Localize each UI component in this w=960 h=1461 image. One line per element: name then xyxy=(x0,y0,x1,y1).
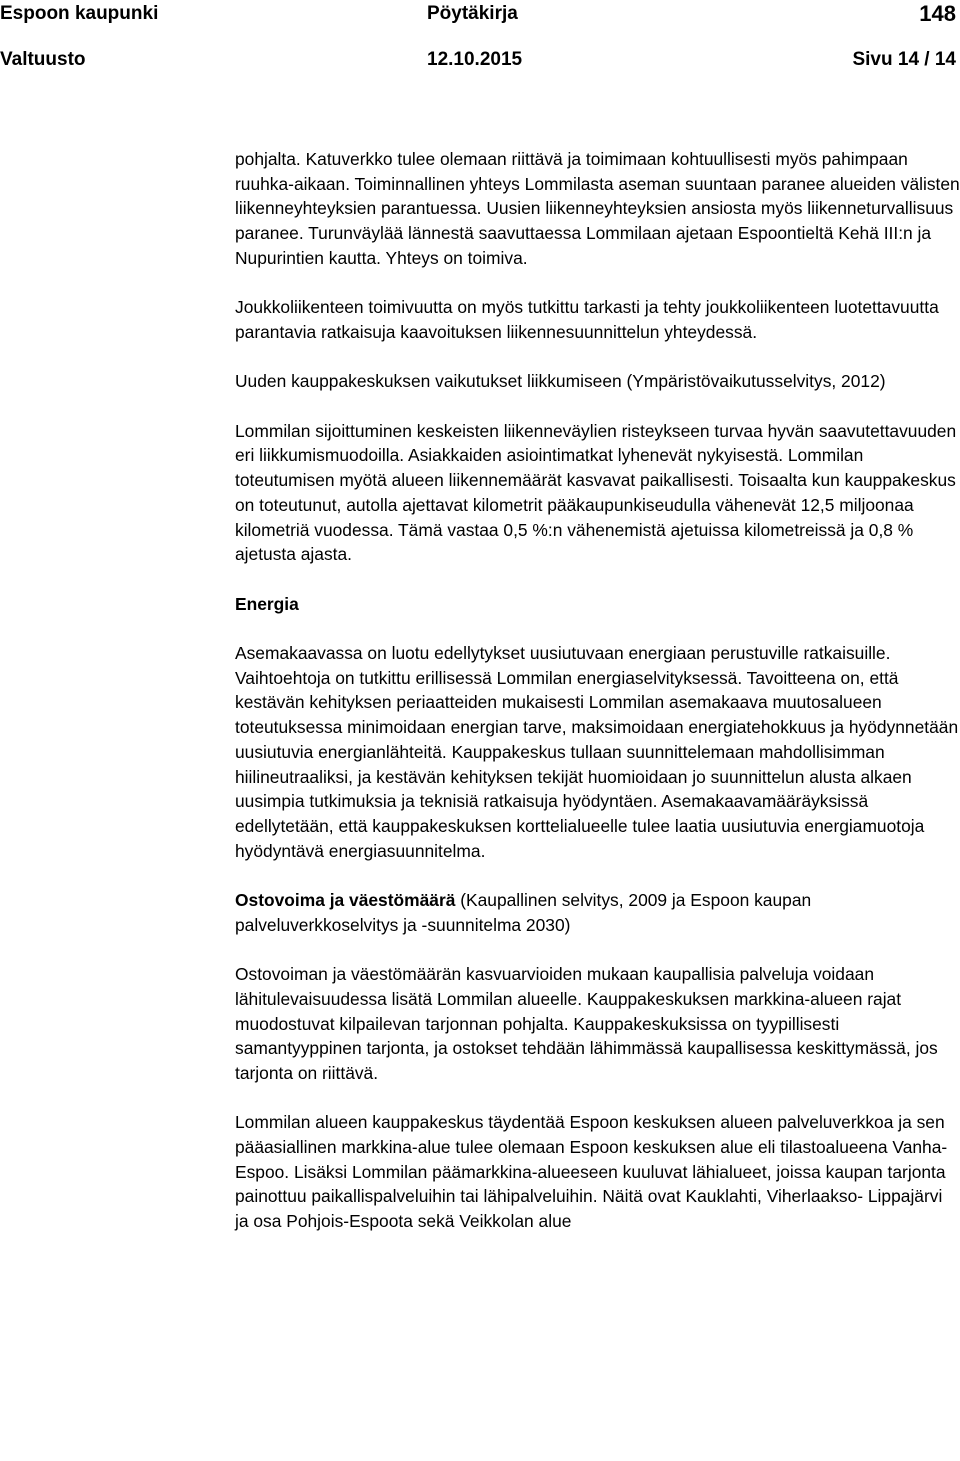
meeting-body: Valtuusto xyxy=(0,49,86,70)
section-number: 148 xyxy=(919,1,956,26)
paragraph-traffic-network: pohjalta. Katuverkko tulee olemaan riittävä ja toimimaan kohtuullisesti myös pahimpaan ruuhka-aikaan. Toiminnallinen yhteys Lommilasta aseman suuntaan paranee alueiden välisten liikenneyhteyksien parantuessa. Uusien liikenneyhteyksien ansiosta myös liikenneturvallisuus paranee. Turunväylää lännestä saavuttaessa Lommilaan ajetaan Espoontieltä Kehä III:n ja Nupurintien kautta. Yhteys on toimiva. xyxy=(235,149,960,268)
paragraph-accessibility: Lommilan sijoittuminen keskeisten liikenneväylien risteykseen turvaa hyvän saavutettavuuden eri liikkumismuodoilla. Asiakkaiden asiointimatkat lyhenevät nykyisestä. Lommilan toteutumisen myötä alueen liikennemäärät kasvavat paikallisesti. Toisaalta kun kauppakeskus on toteutunut, autolla ajettavat kilometrit pääkaupunkiseudulla vähenevät 12,5 miljoonaa kilometriä vuodessa. Tämä vastaa 0,5 %:n vähenemistä ajetuissa kilometreissä ja 0,8 % ajetusta ajasta. xyxy=(235,420,957,565)
document-body xyxy=(235,147,960,1234)
paragraph-public-transport: Joukkoliikenteen toimivuutta on myös tutkittu tarkasti ja tehty joukkoliikenteen luotettavuutta parantavia ratkaisuja kaavoituksen liikennesuunnittelun yhteydessä. xyxy=(235,297,939,342)
organization-name: Espoon kaupunki xyxy=(0,3,159,24)
paragraph-mobility-impacts-title: Uuden kauppakeskuksen vaikutukset liikkumiseen (Ympäristövaikutusselvitys, 2012) xyxy=(235,371,886,392)
header-bottom-row xyxy=(0,46,960,74)
paragraph-purchasing-power: Ostovoiman ja väestömäärän kasvuarvioiden mukaan kaupallisia palveluja voidaan lähitulevaisuudessa lisätä Lommilan alueelle. Kauppakeskuksen markkina-alueen rajat muodostuvat kilpailevan tarjonnan pohjalta. Kauppakeskuksissa on tyypillisesti samantyyppinen tarjonta, ja ostokset tehdään lähimmässä kaupallisessa keskittymässä, jos tarjonta on riittävä. xyxy=(235,964,938,1083)
heading-energy: Energia xyxy=(235,593,299,614)
purchasing-power-sources: (Kaupallinen selvitys, 2009 ja Espoon kaupan palveluverkkoselvitys ja -suunnitelma 2030) xyxy=(235,890,812,935)
page-indicator: Sivu 14 / 14 xyxy=(852,49,956,70)
heading-purchasing-power: Ostovoima ja väestömäärä xyxy=(235,890,456,910)
paragraph-purchasing-power-title xyxy=(235,888,960,937)
meeting-date: 12.10.2015 xyxy=(427,49,523,70)
document-type: Pöytäkirja xyxy=(427,3,518,24)
header-top-row xyxy=(0,0,960,28)
paragraph-market-area: Lommilan alueen kauppakeskus täydentää Espoon keskuksen alueen palveluverkkoa ja sen pääasiallinen markkina-alue tulee olemaan Espoon keskuksen alue eli tilastoalueena Vanha- Espoo. Lisäksi Lommilan päämarkkina-alueeseen kuuluvat lähialueet, joissa kaupan tarjonta painottuu paikallispalveluihin tai lähipalveluihin. Näitä ovat Kauklahti, Viherlaakso- Lippajärvi ja osa Pohjois-Espoota sekä Veikkolan alue xyxy=(235,1112,948,1232)
paragraph-energy: Asemakaavassa on luotu edellytykset uusiutuvaan energiaan perustuville ratkaisuille. Vaihtoehtoja on tutkittu erillisessä Lommilan energiaselvityksessä. Tavoitteena on, että kestävän kehityksen periaatteiden mukaisesti Lommilan asemakaava muutosalueen toteutuksessa minimoidaan energian tarve, maksimoidaan energiatehokkuus ja hyödynnetään uusiutuvia energianlähteitä. Kauppakeskus tullaan suunnittelemaan mahdollisimman hiilineutraaliksi, ja kestävän kehityksen tekijät huomioidaan jo suunnittelun alusta alkaen uusimpia tutkimuksia ja teknisiä ratkaisuja hyödyntäen. Asemakaavamääräyksissä edellytetään, että kauppakeskuksen korttelialueelle tulee laatia uusiutuvia energiamuotoja hyödyntävä energiasuunnitelma. xyxy=(235,642,959,861)
